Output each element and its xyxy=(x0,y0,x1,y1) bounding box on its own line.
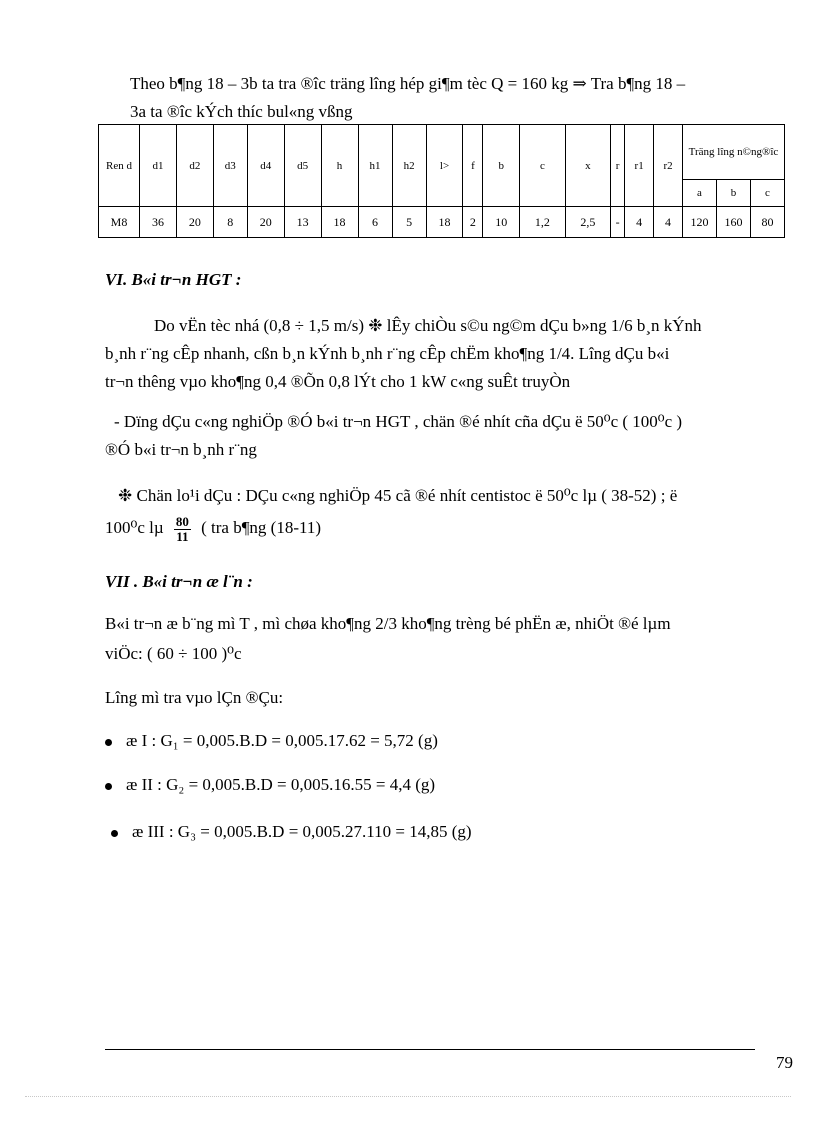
table-cell: 160 xyxy=(717,207,751,238)
bolt-dimension-table xyxy=(98,124,785,238)
viscosity-fraction xyxy=(174,515,191,544)
header-ren-d: Ren d xyxy=(99,125,140,207)
section-6-p3-line-1: ❉ Chän lo¹i dÇu : DÇu c«ng nghiÖp 45 cã ®é nhít centistoc ë 50⁰c lµ ( 38-52) ; ë xyxy=(118,486,678,505)
table-cell: 10 xyxy=(483,207,520,238)
fraction-numerator: 80 xyxy=(175,513,189,529)
table-cell: 120 xyxy=(683,207,717,238)
table-cell: 6 xyxy=(358,207,392,238)
table-cell: - xyxy=(611,207,625,238)
section-6-p2-line-1: - Dïng dÇu c«ng nghiÖp ®Ó b«i tr¬n HGT , chän ®é nhít cña dÇu ë 50⁰c ( 100⁰c ) xyxy=(114,412,683,431)
page-number: 79 xyxy=(776,1053,793,1072)
table-cell: 8 xyxy=(213,207,247,238)
section-6-heading: VI. B«i tr¬n HGT : xyxy=(105,270,242,289)
table-cell: M8 xyxy=(99,207,140,238)
footer-rule xyxy=(105,1049,755,1050)
header-h2: h2 xyxy=(392,125,426,207)
header-d2: d2 xyxy=(176,125,213,207)
intro-line-1: Theo b¶ng 18 – 3b ta tra ®îc träng lîng hép gi¶m tèc Q = 160 kg ⇒ Tra b¶ng 18 – xyxy=(130,74,686,93)
oil-viscosity-text: 100⁰c lµ xyxy=(105,518,164,537)
table-cell: 4 xyxy=(654,207,683,238)
table-cell: 36 xyxy=(140,207,177,238)
header-b: b xyxy=(483,125,520,207)
table-cell: 20 xyxy=(247,207,284,238)
header-sub-b: b xyxy=(717,180,751,207)
header-r1: r1 xyxy=(625,125,654,207)
header-d5: d5 xyxy=(284,125,321,207)
section-7-p2: Lîng mì tra vµo lÇn ®Çu: xyxy=(105,688,284,707)
header-lifting-weight: Träng lîng n©ng®îc xyxy=(683,125,785,180)
header-sub-a: a xyxy=(683,180,717,207)
table-cell: 4 xyxy=(625,207,654,238)
header-f: f xyxy=(463,125,483,207)
bullet-dot-icon xyxy=(105,739,112,746)
bullet-dot-icon xyxy=(105,783,112,790)
bullet-item xyxy=(105,771,435,799)
header-r: r xyxy=(611,125,625,207)
table-cell: 13 xyxy=(284,207,321,238)
bullet-item xyxy=(111,818,472,846)
bullet-dot-icon xyxy=(111,830,118,837)
header-d4: d4 xyxy=(247,125,284,207)
bullet-item xyxy=(105,727,438,755)
table-cell: 2,5 xyxy=(565,207,610,238)
table-cell: 2 xyxy=(463,207,483,238)
bottom-dotted-rule xyxy=(25,1096,791,1097)
table-row xyxy=(99,207,785,238)
header-d1: d1 xyxy=(140,125,177,207)
table-cell: 5 xyxy=(392,207,426,238)
header-c: c xyxy=(520,125,565,207)
table-cell: 80 xyxy=(751,207,785,238)
header-d3: d3 xyxy=(213,125,247,207)
section-6-p1-line-1: Do vËn tèc nhá (0,8 ÷ 1,5 m/s) ❉ lÊy chiÒu s©u ng©m dÇu b»ng 1/6 b¸n kÝnh xyxy=(154,316,702,335)
section-6-p2-line-2: ®Ó b«i tr¬n b¸nh r¨ng xyxy=(105,440,257,459)
bearing-grease-calc: æ III : G₃ = 0,005.B.D = 0,005.27.110 = 14,85 (g) xyxy=(132,822,472,841)
intro-line-2: 3a ta ®îc kÝch thíc bul«ng vßng xyxy=(130,102,353,121)
table-cell: 1,2 xyxy=(520,207,565,238)
section-7-p1-line-1: B«i tr¬n æ b¨ng mì T , mì chøa kho¶ng 2/3 kho¶ng trèng bé phËn æ, nhiÖt ®é lµm xyxy=(105,614,671,633)
fraction-denominator: 11 xyxy=(176,528,189,544)
header-r2: r2 xyxy=(654,125,683,207)
table-cell: 20 xyxy=(176,207,213,238)
table-cell: 18 xyxy=(426,207,463,238)
table-reference-text: ( tra b¶ng (18-11) xyxy=(201,518,322,537)
header-x: x xyxy=(565,125,610,207)
bearing-grease-calc: æ II : G₂ = 0,005.B.D = 0,005.16.55 = 4,4 (g) xyxy=(126,775,436,794)
section-6-p1-line-3: tr¬n thêng vµo kho¶ng 0,4 ®Õn 0,8 lÝt cho 1 kW c«ng suÊt truyÒn xyxy=(105,372,571,391)
bearing-grease-calc: æ I : G₁ = 0,005.B.D = 0,005.17.62 = 5,72 (g) xyxy=(126,731,438,750)
section-7-p1-line-2: viÖc: ( 60 ÷ 100 )⁰c xyxy=(105,644,242,663)
header-l: l> xyxy=(426,125,463,207)
header-h1: h1 xyxy=(358,125,392,207)
header-h: h xyxy=(321,125,358,207)
section-6-p3-line-2 xyxy=(105,514,321,544)
header-sub-c: c xyxy=(751,180,785,207)
section-7-heading: VII . B«i tr¬n æ l¨n : xyxy=(105,572,253,591)
section-6-p1-line-2: b¸nh r¨ng cÊp nhanh, cßn b¸n kÝnh b¸nh r¨ng cÊp chËm kho¶ng 1/4. Lîng dÇu b«i xyxy=(105,344,670,363)
table-cell: 18 xyxy=(321,207,358,238)
